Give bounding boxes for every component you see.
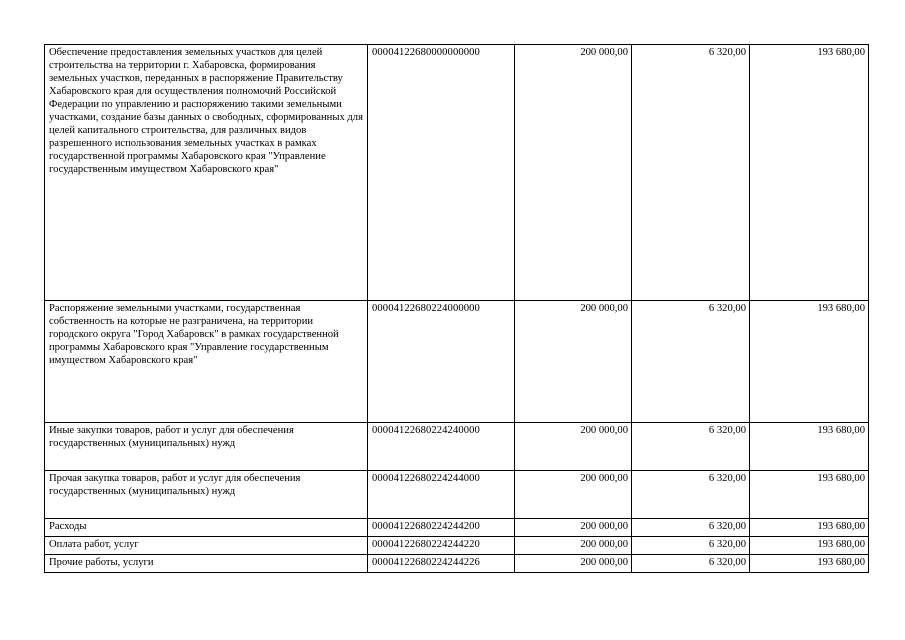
table-row	[45, 45, 869, 301]
executed-amount-cell: 6 320,00	[632, 555, 750, 573]
remaining-amount-cell: 193 680,00	[750, 519, 869, 537]
planned-amount-cell: 200 000,00	[515, 471, 632, 519]
table-row	[45, 301, 869, 423]
remaining-amount-cell: 193 680,00	[750, 555, 869, 573]
row-name-cell: Прочая закупка товаров, работ и услуг для обеспечения государственных (муниципальных) нужд	[45, 471, 368, 519]
budget-code-cell: 00004122680224244000	[368, 471, 515, 519]
table-row	[45, 519, 869, 537]
remaining-amount-cell: 193 680,00	[750, 471, 869, 519]
table-row	[45, 537, 869, 555]
planned-amount-cell: 200 000,00	[515, 423, 632, 471]
remaining-amount-cell: 193 680,00	[750, 45, 869, 301]
remaining-amount-cell: 193 680,00	[750, 537, 869, 555]
budget-code-cell: 00004122680000000000	[368, 45, 515, 301]
budget-code-cell: 00004122680224244200	[368, 519, 515, 537]
document-page	[44, 44, 868, 573]
table-row	[45, 555, 869, 573]
row-name-cell: Расходы	[45, 519, 368, 537]
budget-table	[44, 44, 869, 573]
remaining-amount-cell: 193 680,00	[750, 301, 869, 423]
executed-amount-cell: 6 320,00	[632, 471, 750, 519]
planned-amount-cell: 200 000,00	[515, 519, 632, 537]
table-row	[45, 471, 869, 519]
budget-code-cell: 00004122680224000000	[368, 301, 515, 423]
executed-amount-cell: 6 320,00	[632, 537, 750, 555]
executed-amount-cell: 6 320,00	[632, 519, 750, 537]
row-name-cell: Иные закупки товаров, работ и услуг для обеспечения государственных (муниципальных) нужд	[45, 423, 368, 471]
planned-amount-cell: 200 000,00	[515, 555, 632, 573]
budget-code-cell: 00004122680224244226	[368, 555, 515, 573]
planned-amount-cell: 200 000,00	[515, 45, 632, 301]
remaining-amount-cell: 193 680,00	[750, 423, 869, 471]
row-name-cell: Распоряжение земельными участками, государственная собственность на которые не разграничена, на территории городского округа "Город Хабаровск" в рамках государственной программы Хабаровского края "Управление государственным имуществом Хабаровского края"	[45, 301, 368, 423]
budget-code-cell: 00004122680224244220	[368, 537, 515, 555]
executed-amount-cell: 6 320,00	[632, 45, 750, 301]
row-name-cell: Оплата работ, услуг	[45, 537, 368, 555]
planned-amount-cell: 200 000,00	[515, 537, 632, 555]
row-name-cell: Прочие работы, услуги	[45, 555, 368, 573]
executed-amount-cell: 6 320,00	[632, 301, 750, 423]
row-name-cell: Обеспечение предоставления земельных участков для целей строительства на территории г. Хабаровска, формирования земельных участков, переданных в распоряжение Правительству Хабаровского края для осуществления полномочий Российской Федерации по управлению и распоряжению такими земельными участками, создание базы данных о свободных, сформированных для целей капитального строительства, для различных видов разрешенного использования земельных участках в рамках государственной программы Хабаровского края "Управление государственным имуществом Хабаровского края"	[45, 45, 368, 301]
budget-code-cell: 00004122680224240000	[368, 423, 515, 471]
executed-amount-cell: 6 320,00	[632, 423, 750, 471]
planned-amount-cell: 200 000,00	[515, 301, 632, 423]
table-row	[45, 423, 869, 471]
